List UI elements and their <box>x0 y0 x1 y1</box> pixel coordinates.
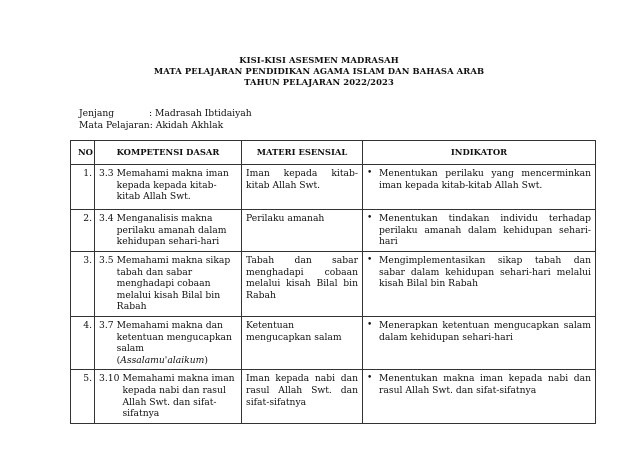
indikator-cell <box>363 210 596 252</box>
jenjang-label: Jenjang <box>79 108 115 119</box>
indikator-cell <box>363 370 596 423</box>
indikator-cell <box>363 316 596 369</box>
row-number: 2. <box>71 210 95 252</box>
kd-text-pre: Memahami makna dan ketentuan mengucapkan salam ( <box>116 319 232 366</box>
bullet-icon: • <box>367 255 373 265</box>
document-title <box>0 55 638 88</box>
title-line-3: TAHUN PELAJARAN 2022/2023 <box>244 77 394 87</box>
header-kompetensi-dasar: KOMPETENSI DASAR <box>95 141 242 165</box>
kd-number: 3.10 <box>99 373 120 385</box>
row-number: 5. <box>71 370 95 423</box>
kompetensi-dasar-cell <box>95 210 242 252</box>
header-no: NO <box>71 141 95 165</box>
kompetensi-dasar-cell <box>95 165 242 210</box>
kd-number: 3.5 <box>99 255 114 266</box>
kd-text: Menganalisis makna perilaku amanah dalam kehidupan sehari-hari <box>116 213 227 248</box>
table-row <box>71 370 596 423</box>
kisi-kisi-table <box>70 140 596 424</box>
document-meta <box>79 108 252 132</box>
indikator-cell <box>363 252 596 317</box>
kd-text: Memahami makna iman kepada kepada kitab-kitab Allah Swt. <box>116 168 229 203</box>
indikator-text: Menentukan perilaku yang mencerminkan iman kepada kitab-kitab Allah Swt. <box>379 168 591 191</box>
header-materi-esensial: MATERI ESENSIAL <box>242 141 363 165</box>
indikator-cell <box>363 165 596 210</box>
row-number: 3. <box>71 252 95 317</box>
materi-esensial-cell: Perilaku amanah <box>242 210 363 252</box>
title-line-2: MATA PELAJARAN PENDIDIKAN AGAMA ISLAM DAN BAHASA ARAB <box>153 66 485 76</box>
kd-number: 3.4 <box>99 213 114 224</box>
table-row <box>71 165 596 210</box>
bullet-icon: • <box>367 319 373 330</box>
kompetensi-dasar-cell <box>95 252 242 317</box>
kd-number: 3.3 <box>99 168 114 179</box>
header-indikator: INDIKATOR <box>363 141 596 165</box>
meta-jenjang <box>79 108 252 120</box>
title-line-1: KISI-KISI ASESMEN MADRASAH <box>239 55 399 65</box>
table-row <box>71 210 596 252</box>
table-row <box>71 252 596 317</box>
table-header-row <box>71 141 596 165</box>
table-row <box>71 316 596 369</box>
kd-text: Memahami makna sikap tabah dan sabar menghadapi cobaan melalui kisah Bilal bin Rabah <box>116 255 231 313</box>
kompetensi-dasar-cell <box>95 370 242 423</box>
bullet-icon: • <box>367 168 373 178</box>
mapel-value: : Akidah Akhlak <box>149 120 224 131</box>
kd-text-post: ) <box>204 354 208 366</box>
materi-esensial-cell: Iman kepada nabi dan rasul Allah Swt. dan sifat-sifatnya <box>242 370 363 423</box>
bullet-icon: • <box>367 373 373 384</box>
bullet-icon: • <box>367 213 373 223</box>
row-number: 4. <box>71 316 95 369</box>
indikator-text: Menerapkan ketentuan mengucapkan salam dalam kehidupan sehari-hari <box>379 319 591 343</box>
indikator-text: Mengimplementasikan sikap tabah dan sabar dalam kehidupan sehari-hari melalui kisah Bilal bin Rabah <box>379 255 591 290</box>
kd-text <box>117 320 237 366</box>
kompetensi-dasar-cell <box>95 316 242 369</box>
mapel-label: Mata Pelajaran <box>79 120 150 131</box>
indikator-text: Menentukan makna iman kepada nabi dan rasul Allah Swt. dan sifat-sifatnya <box>379 373 591 396</box>
materi-esensial-cell: Iman kepada kitab-kitab Allah Swt. <box>242 165 363 210</box>
row-number: 1. <box>71 165 95 210</box>
materi-esensial-cell: Tabah dan sabar menghadapi cobaan melalui kisah Bilal bin Rabah <box>242 252 363 317</box>
kd-text-emphasis: Assalamu'alaikum <box>120 354 205 366</box>
indikator-text: Menentukan tindakan individu terhadap perilaku amanah dalam kehidupan sehari-hari <box>379 213 591 248</box>
kd-text: Memahami makna iman kepada nabi dan rasul Allah Swt. dan sifat-sifatnya <box>122 373 235 420</box>
kd-number: 3.7 <box>99 319 114 331</box>
materi-esensial-cell: Ketentuan mengucapkan salam <box>242 316 363 369</box>
jenjang-value: : Madrasah Ibtidaiyah <box>149 108 252 119</box>
meta-mapel <box>79 120 252 132</box>
